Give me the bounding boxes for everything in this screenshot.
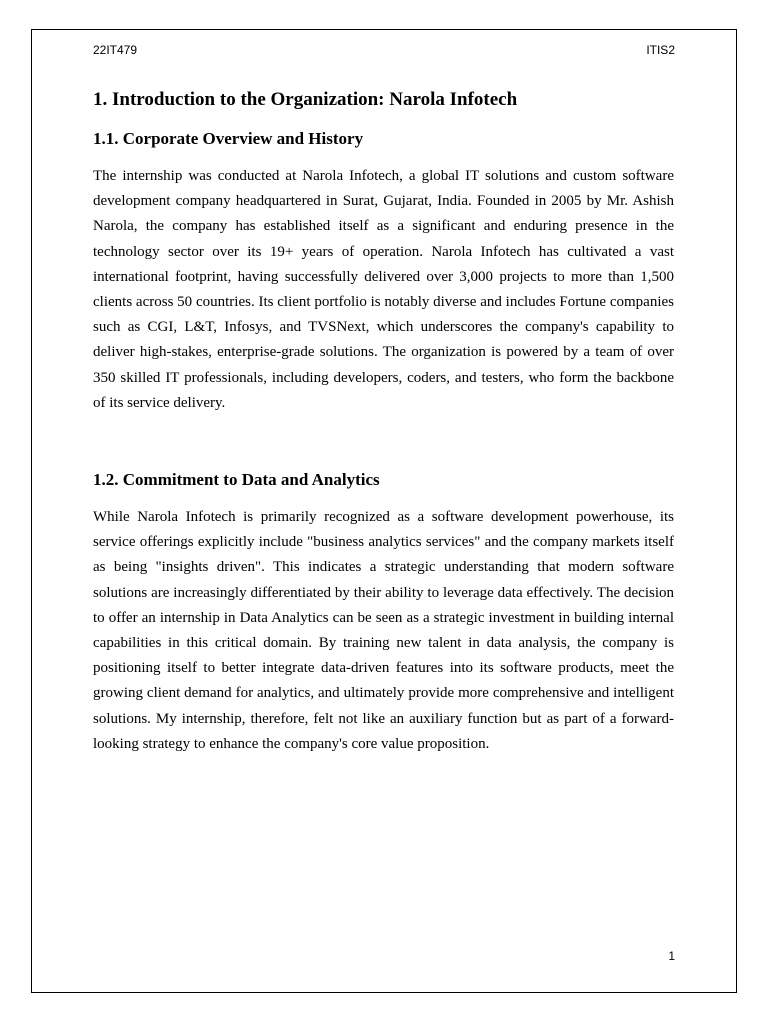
section-spacer	[93, 416, 674, 468]
section-title: 1. Introduction to the Organization: Narola Infotech	[93, 89, 518, 110]
header-course-code: ITIS2	[646, 43, 675, 57]
header-document-id: 22IT479	[93, 43, 138, 57]
page-number: 1	[668, 949, 675, 963]
document-body	[93, 86, 674, 757]
paragraph-analytics: While Narola Infotech is primarily recognized as a software development powerhouse, its service offerings explicitly include "business analytics services" and the company markets itself as being "insights driven". This indicates a strategic understanding that modern software solutions are increasingly differentiated by their ability to leverage data effectively. The decision to offer an internship in Data Analytics can be seen as a strategic investment in building internal capabilities in this critical domain. By training new talent in data analysis, the company is positioning itself to better integrate data-driven features into its software products, meet the growing client demand for analytics, and ultimately provide more comprehensive and intelligent solutions. My internship, therefore, felt not like an auxiliary function but as part of a forward-looking strategy to enhance the company's core value proposition.	[93, 509, 674, 752]
subsection-title-analytics: 1.2. Commitment to Data and Analytics	[93, 470, 380, 490]
paragraph-overview: The internship was conducted at Narola Infotech, a global IT solutions and custom software development company headquartered in Surat, Gujarat, India. Founded in 2005 by Mr. Ashish Narola, the company has established itself as a significant and enduring presence in the technology sector over its 19+ years of operation. Narola Infotech has cultivated a vast international footprint, having successfully delivered over 3,000 projects to more than 1,500 clients across 50 countries. Its client portfolio is notably diverse and includes Fortune companies such as CGI, L&T, Infosys, and TVSNext, which underscores the company's capability to deliver high-stakes, enterprise-grade solutions. The organization is powered by a team of over 350 skilled IT professionals, including developers, coders, and testers, who form the backbone of its service delivery.	[93, 168, 674, 411]
subsection-title-overview: 1.1. Corporate Overview and History	[93, 129, 364, 148]
